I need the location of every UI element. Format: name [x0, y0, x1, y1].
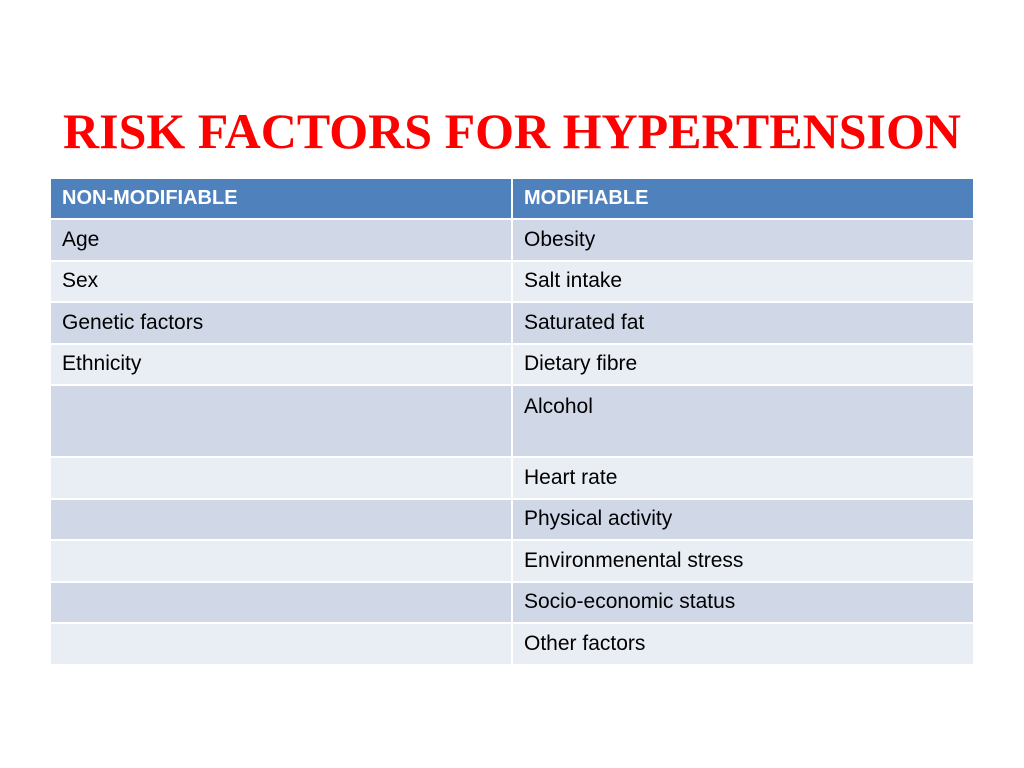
modifiable-cell: Alcohol — [512, 385, 973, 457]
slide-title: RISK FACTORS FOR HYPERTENSION — [63, 102, 961, 159]
table-row — [51, 540, 973, 582]
non-modifiable-cell — [51, 385, 512, 457]
modifiable-cell: Obesity — [512, 219, 973, 261]
non-modifiable-cell — [51, 499, 512, 541]
table-row — [51, 219, 973, 261]
non-modifiable-cell: Ethnicity — [51, 344, 512, 386]
non-modifiable-cell — [51, 623, 512, 665]
header-modifiable: MODIFIABLE — [512, 179, 973, 219]
table-row — [51, 499, 973, 541]
modifiable-cell: Environmenental stress — [512, 540, 973, 582]
modifiable-cell: Saturated fat — [512, 302, 973, 344]
non-modifiable-cell: Sex — [51, 261, 512, 303]
table-row — [51, 623, 973, 665]
non-modifiable-cell: Genetic factors — [51, 302, 512, 344]
non-modifiable-cell: Age — [51, 219, 512, 261]
table-header-row — [51, 179, 973, 219]
modifiable-cell: Other factors — [512, 623, 973, 665]
table-row — [51, 385, 973, 457]
header-non-modifiable: NON-MODIFIABLE — [51, 179, 512, 219]
modifiable-cell: Salt intake — [512, 261, 973, 303]
non-modifiable-cell — [51, 582, 512, 624]
table-row — [51, 344, 973, 386]
modifiable-cell: Dietary fibre — [512, 344, 973, 386]
modifiable-cell: Heart rate — [512, 457, 973, 499]
table-row — [51, 582, 973, 624]
non-modifiable-cell — [51, 540, 512, 582]
table-row — [51, 457, 973, 499]
table-row — [51, 261, 973, 303]
risk-factors-table — [51, 179, 973, 666]
modifiable-cell: Physical activity — [512, 499, 973, 541]
table-row — [51, 302, 973, 344]
non-modifiable-cell — [51, 457, 512, 499]
modifiable-cell: Socio-economic status — [512, 582, 973, 624]
